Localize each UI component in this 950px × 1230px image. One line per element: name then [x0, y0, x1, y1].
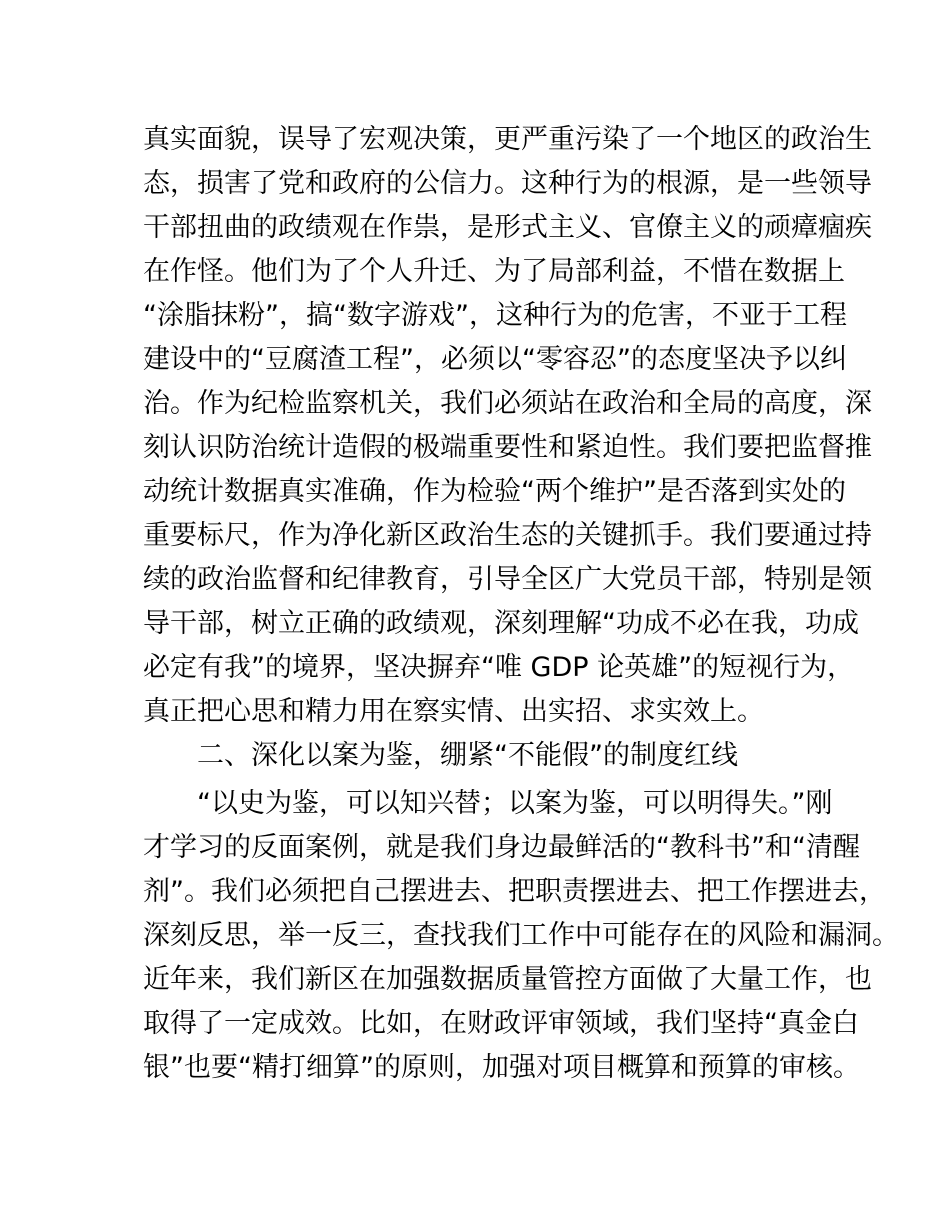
text-line: 续的政治监督和纪律教育，引导全区广大党员干部，特别是领 — [143, 564, 872, 595]
text-line: 在作怪。他们为了个人升迁、为了局部利益，不惜在数据上 — [143, 256, 845, 287]
text-line: 干部扭曲的政绩观在作祟，是形式主义、官僚主义的顽瘴痼疾 — [143, 212, 872, 243]
text-line: “涂脂抹粉”，搞“数字游戏”，这种行为的危害，不亚于工程 — [143, 300, 847, 331]
text-line: 重要标尺，作为净化新区政治生态的关键抓手。我们要通过持 — [143, 520, 872, 551]
text-line: 动统计数据真实准确，作为检验“两个维护”是否落到实处的 — [143, 476, 846, 507]
text-line: 治。作为纪检监察机关，我们必须站在政治和全局的高度，深 — [143, 388, 872, 419]
text-line: 态，损害了党和政府的公信力。这种行为的根源，是一些领导 — [143, 168, 872, 199]
text-line: 才学习的反面案例，就是我们身边最鲜活的“教科书”和“清醒 — [143, 832, 860, 863]
text-line: 必定有我”的境界，坚决摒弃“唯 GDP 论英雄”的短视行为， — [143, 652, 855, 683]
text-line: 近年来，我们新区在加强数据质量管控方面做了大量工作，也 — [143, 964, 872, 995]
text-line: 取得了一定成效。比如，在财政评审领域，我们坚持“真金白 — [143, 1008, 859, 1039]
text-line: 真实面貌，误导了宏观决策，更严重污染了一个地区的政治生 — [143, 124, 872, 155]
text-line: 导干部，树立正确的政绩观，深刻理解“功成不必在我，功成 — [143, 608, 859, 639]
text-line: 剂”。我们必须把自己摆进去、把职责摆进去、把工作摆进去， — [143, 876, 886, 907]
section-heading: 二、深化以案为鉴，绷紧“不能假”的制度红线 — [197, 740, 738, 771]
text-line: 深刻反思，举一反三，查找我们工作中可能存在的风险和漏洞。 — [143, 920, 899, 951]
text-line: 建设中的“豆腐渣工程”，必须以“零容忍”的态度坚决予以纠 — [143, 344, 847, 375]
text-line: 银”也要“精打细算”的原则，加强对项目概算和预算的审核。 — [143, 1052, 860, 1083]
text-line: “以史为鉴，可以知兴替；以案为鉴，可以明得失。”刚 — [197, 788, 833, 819]
text-line: 刻认识防治统计造假的极端重要性和紧迫性。我们要把监督推 — [143, 432, 872, 463]
text-line: 真正把心思和精力用在察实情、出实招、求实效上。 — [143, 696, 764, 727]
